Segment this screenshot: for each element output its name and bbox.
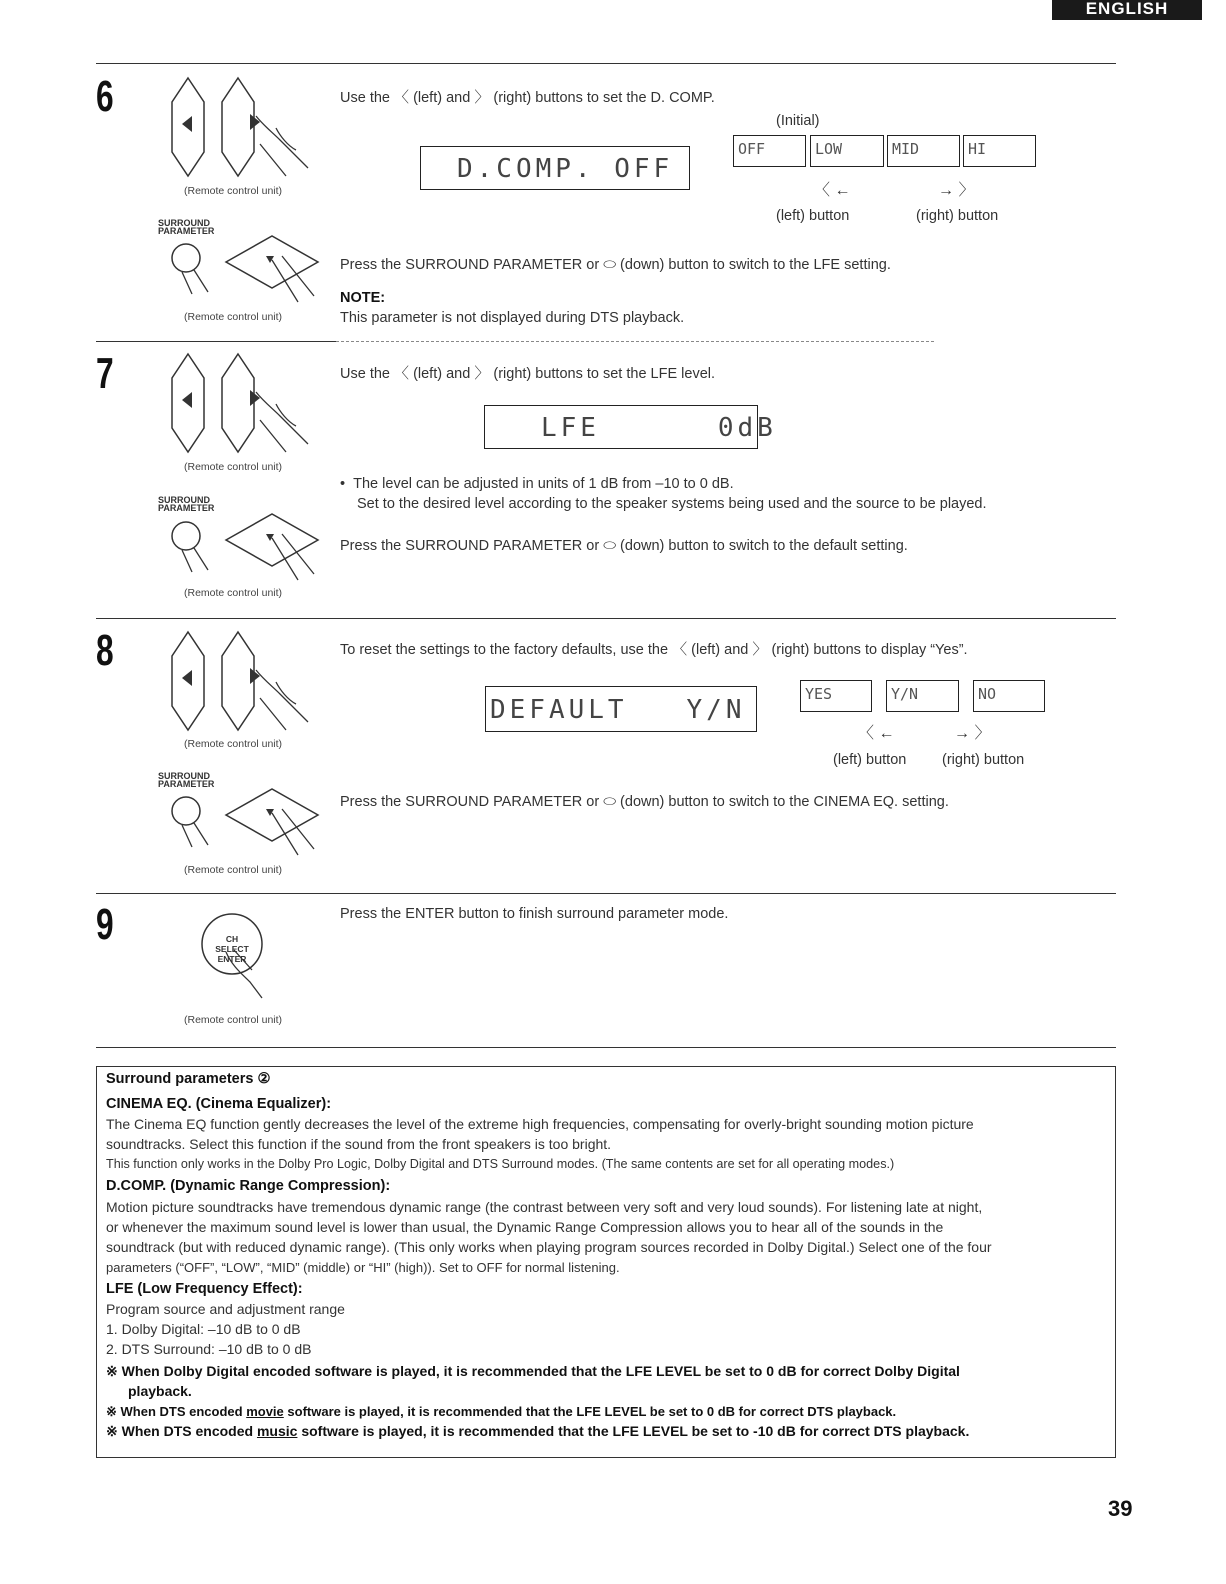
step-number-7: 7 <box>96 349 114 398</box>
lcd-display-dcomp: D.COMP. OFF <box>420 146 690 190</box>
left-button-label: (left) button <box>776 208 850 224</box>
down-button-icon: ⬭ <box>603 255 617 273</box>
step-number-8: 8 <box>96 626 114 675</box>
dcomp-text: parameters (“OFF”, “LOW”, “MID” (middle) or “HI” (high)). Set to OFF for normal listening. <box>106 1260 620 1275</box>
left-button-label: (left) button <box>833 752 907 768</box>
step6-instruction: Use the 〈 (left) and 〉 (right) buttons to set the D. COMP. <box>340 88 715 106</box>
warning-dts-music: ※ When DTS encoded music software is played, it is recommended that the LFE LEVEL be set to -10 dB for correct DTS playback. <box>106 1423 970 1439</box>
divider <box>96 618 1116 619</box>
lcd-display-lfe: LFE 0dB <box>484 405 758 449</box>
info-box-title: Surround parameters ② <box>106 1071 271 1087</box>
down-button-icon: ⬭ <box>603 536 617 554</box>
divider <box>96 893 1116 894</box>
cinema-eq-text: This function only works in the Dolby Pro Logic, Dolby Digital and DTS Surround modes. (The same contents are set for all operating modes.) <box>106 1157 895 1171</box>
right-button-label: (right) button <box>916 208 999 224</box>
left-button-icon: 〈 <box>394 88 410 106</box>
lfe-text: Program source and adjustment range <box>106 1301 345 1317</box>
remote-caption: (Remote control unit) <box>184 185 283 197</box>
left-right-buttons-illustration <box>168 352 318 462</box>
surround-parameter-button-illustration <box>168 510 328 590</box>
right-button-icon: 〉 <box>752 640 768 658</box>
option-yn: Y/N <box>886 680 959 712</box>
remote-caption: (Remote control unit) <box>184 587 283 599</box>
surround-parameter-button-illustration <box>168 785 328 865</box>
remote-caption: (Remote control unit) <box>184 311 283 323</box>
left-button-icon: 〈 <box>394 364 410 382</box>
left-button-icon: 〈 <box>672 640 688 658</box>
right-arrow-icon: → 〉 <box>938 182 975 199</box>
lcd-display-default: DEFAULT Y/N <box>485 686 757 732</box>
divider <box>96 341 336 342</box>
surround-parameter-label: SURROUND PARAMETER <box>158 218 215 236</box>
remote-caption: (Remote control unit) <box>184 864 283 876</box>
step7-instruction: Use the 〈 (left) and 〉 (right) buttons to set the LFE level. <box>340 364 716 382</box>
dcomp-text: or whenever the maximum sound level is lower than usual, the Dynamic Range Compression allows you to hear all of the sounds in the <box>106 1219 944 1235</box>
page-number: 39 <box>1108 1496 1133 1521</box>
option-mid: MID <box>887 135 960 167</box>
warning-dolby-digital: ※ When Dolby Digital encoded software is played, it is recommended that the LFE LEVEL be set to 0 dB for correct Dolby Digital <box>106 1363 960 1379</box>
step8-instruction: To reset the settings to the factory defaults, use the 〈 (left) and 〉 (right) buttons to display “Yes”. <box>340 640 968 658</box>
step6-instruction-2: Press the SURROUND PARAMETER or ⬭ (down) button to switch to the LFE setting. <box>340 255 891 273</box>
lfe-heading: LFE (Low Frequency Effect): <box>106 1281 303 1297</box>
dcomp-heading: D.COMP. (Dynamic Range Compression): <box>106 1178 391 1194</box>
step7-instruction-2: Press the SURROUND PARAMETER or ⬭ (down) button to switch to the default setting. <box>340 536 908 554</box>
surround-parameter-button-illustration <box>168 232 328 312</box>
step8-instruction-2: Press the SURROUND PARAMETER or ⬭ (down) button to switch to the CINEMA EQ. setting. <box>340 792 949 810</box>
option-hi: HI <box>963 135 1036 167</box>
note-title: NOTE: <box>340 290 386 306</box>
remote-caption: (Remote control unit) <box>184 1014 283 1026</box>
initial-label: (Initial) <box>776 113 820 129</box>
step-number-6: 6 <box>96 72 114 121</box>
warning-dts-movie: ※ When DTS encoded movie software is played, it is recommended that the LFE LEVEL be set to 0 dB for correct DTS playback. <box>106 1404 897 1419</box>
option-off: OFF <box>733 135 806 167</box>
lfe-range-item: 2. DTS Surround: –10 dB to 0 dB <box>106 1341 312 1357</box>
left-arrow-icon: 〈 ← <box>814 182 851 199</box>
divider <box>336 341 934 342</box>
lfe-range-item: 1. Dolby Digital: –10 dB to 0 dB <box>106 1321 301 1337</box>
cinema-eq-heading: CINEMA EQ. (Cinema Equalizer): <box>106 1096 332 1112</box>
left-right-buttons-illustration <box>168 76 318 186</box>
right-arrow-icon: → 〉 <box>954 725 991 742</box>
right-button-icon: 〉 <box>474 88 490 106</box>
warning-dolby-digital-cont: playback. <box>128 1383 192 1399</box>
divider <box>96 63 1116 64</box>
bullet-item: • The level can be adjusted in units of 1 dB from –10 to 0 dB. <box>340 476 734 492</box>
bullet-item-continued: Set to the desired level according to the speaker systems being used and the source to be played. <box>357 496 987 512</box>
cinema-eq-text: The Cinema EQ function gently decreases the level of the extreme high frequencies, compensating for overly-bright sounding motion picture <box>106 1116 974 1132</box>
remote-caption: (Remote control unit) <box>184 738 283 750</box>
enter-button-label: CH SELECT ENTER <box>215 934 249 964</box>
dcomp-text: Motion picture soundtracks have tremendous dynamic range (the contrast between very soft and very loud sounds). For listening late at night, <box>106 1199 983 1215</box>
down-button-icon: ⬭ <box>603 792 617 810</box>
step9-instruction: Press the ENTER button to finish surround parameter mode. <box>340 906 729 922</box>
dcomp-text: soundtrack (but with reduced dynamic range). (This only works when playing program sources recorded in Dolby Digital.) Select one of the four <box>106 1239 992 1255</box>
option-low: LOW <box>810 135 884 167</box>
right-button-icon: 〉 <box>474 364 490 382</box>
step-number-9: 9 <box>96 900 114 949</box>
option-no: NO <box>973 680 1045 712</box>
option-yes: YES <box>800 680 872 712</box>
remote-caption: (Remote control unit) <box>184 461 283 473</box>
language-tab: ENGLISH <box>1052 0 1202 20</box>
left-arrow-icon: 〈 ← <box>858 725 895 742</box>
right-button-label: (right) button <box>942 752 1025 768</box>
surround-parameter-label: SURROUND PARAMETER <box>158 771 215 789</box>
divider <box>96 1047 1116 1048</box>
cinema-eq-text: soundtracks. Select this function if the sound from the front speakers is too bright. <box>106 1136 612 1152</box>
note-text: This parameter is not displayed during DTS playback. <box>340 310 685 326</box>
surround-parameter-label: SURROUND PARAMETER <box>158 495 215 513</box>
left-right-buttons-illustration <box>168 630 318 740</box>
